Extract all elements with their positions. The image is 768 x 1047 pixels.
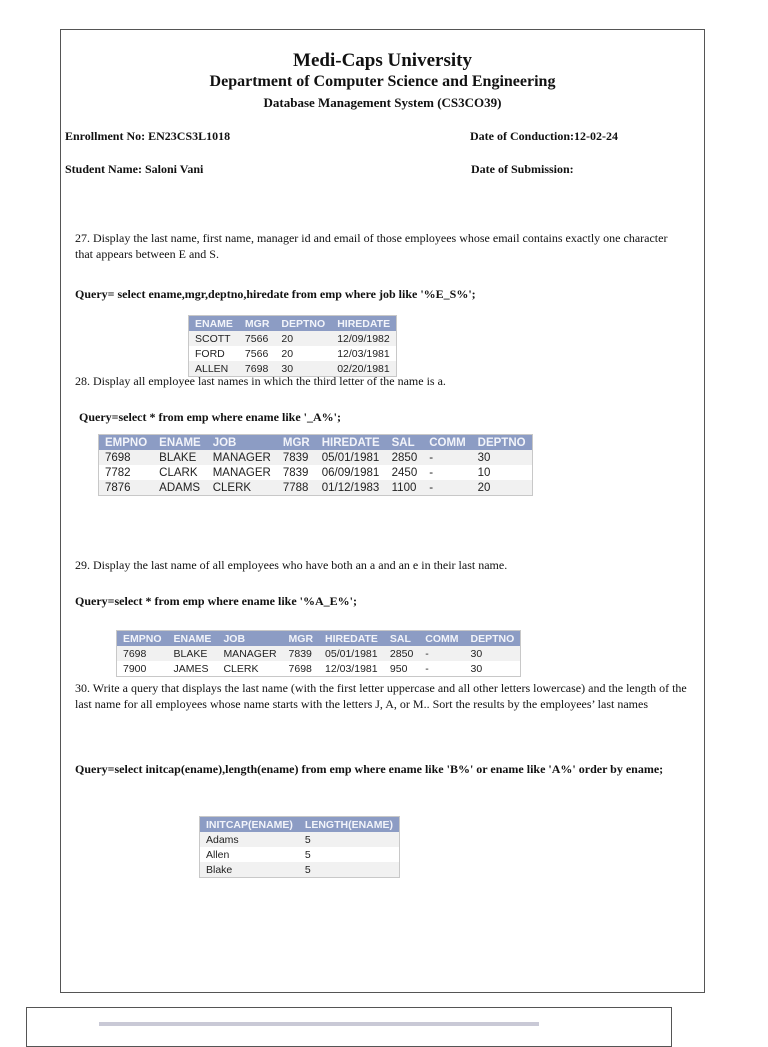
- table-cell: 7698: [117, 646, 168, 661]
- table-cell: Adams: [200, 832, 299, 847]
- table-cell: 7698: [283, 661, 320, 677]
- table-cell: 7839: [277, 465, 316, 480]
- column-header: COMM: [419, 631, 464, 647]
- table-cell: 7566: [239, 346, 276, 361]
- date-of-submission: Date of Submission:: [471, 162, 574, 176]
- result-table-29: [116, 630, 521, 677]
- result-table-30: [199, 816, 400, 878]
- query-28: Query=select * from emp where ename like '_A%';: [79, 410, 341, 424]
- column-header: ENAME: [168, 631, 218, 647]
- university-title: Medi-Caps University: [293, 50, 472, 71]
- column-header: SAL: [386, 435, 424, 451]
- table-row: [99, 450, 533, 465]
- enrollment-no: Enrollment No: EN23CS3L1018: [65, 129, 231, 143]
- table-cell: 30: [465, 646, 521, 661]
- query-29: Query=select * from emp where ename like '%A_E%';: [75, 594, 357, 608]
- table-cell: 2850: [384, 646, 419, 661]
- column-header: COMM: [423, 435, 471, 451]
- column-header: ENAME: [189, 316, 239, 332]
- next-page: [26, 1007, 672, 1047]
- column-header: EMPNO: [117, 631, 168, 647]
- table-cell: 7839: [283, 646, 320, 661]
- table-cell: -: [419, 646, 464, 661]
- question-28: 28. Display all employee last names in which the third letter of the name is a.: [75, 374, 446, 388]
- column-header: LENGTH(ENAME): [299, 817, 400, 833]
- table-row: [99, 480, 533, 496]
- table-row: [189, 331, 397, 346]
- query-27: Query= select ename,mgr,deptno,hiredate from emp where job like '%E_S%';: [75, 287, 476, 301]
- table-cell: -: [423, 465, 471, 480]
- table-cell: 2850: [386, 450, 424, 465]
- table-cell: 7839: [277, 450, 316, 465]
- column-header: EMPNO: [99, 435, 154, 451]
- column-header: HIREDATE: [331, 316, 396, 332]
- table-cell: 5: [299, 862, 400, 878]
- table-row: [189, 346, 397, 361]
- student-name: Student Name: Saloni Vani: [65, 162, 204, 176]
- table-cell: 01/12/1983: [316, 480, 386, 496]
- table-row: [200, 862, 400, 878]
- column-header: HIREDATE: [316, 435, 386, 451]
- result-table-28: [98, 434, 533, 496]
- table-cell: 30: [465, 661, 521, 677]
- question-27: 27. Display the last name, first name, manager id and email of those employees whose email contains exactly one character that appears between E and S.: [75, 231, 668, 261]
- table-cell: 7788: [277, 480, 316, 496]
- column-header: DEPTNO: [275, 316, 331, 332]
- table-cell: 12/03/1981: [331, 346, 396, 361]
- table-cell: 20: [275, 331, 331, 346]
- table-cell: 7698: [239, 361, 276, 377]
- table-row: [200, 832, 400, 847]
- column-header: INITCAP(ENAME): [200, 817, 299, 833]
- table-cell: 12/09/1982: [331, 331, 396, 346]
- table-cell: 7698: [99, 450, 154, 465]
- table-cell: 02/20/1981: [331, 361, 396, 377]
- table-cell: BLAKE: [153, 450, 207, 465]
- column-header: MGR: [283, 631, 320, 647]
- result-table-27: [188, 315, 397, 377]
- column-header: SAL: [384, 631, 419, 647]
- table-cell: SCOTT: [189, 331, 239, 346]
- table-header-row: [117, 631, 521, 647]
- table-cell: ALLEN: [189, 361, 239, 377]
- table-cell: 7900: [117, 661, 168, 677]
- query-30: Query=select initcap(ename),length(ename) from emp where ename like 'B%' or ename like 'A%' order by ename;: [75, 762, 664, 776]
- column-header: JOB: [207, 435, 277, 451]
- table-cell: 7876: [99, 480, 154, 496]
- course-title: Database Management System (CS3CO39): [263, 95, 502, 110]
- column-header: JOB: [217, 631, 282, 647]
- table-cell: CLARK: [153, 465, 207, 480]
- table-cell: 30: [275, 361, 331, 377]
- table-cell: 2450: [386, 465, 424, 480]
- table-cell: 7566: [239, 331, 276, 346]
- column-header: DEPTNO: [472, 435, 532, 451]
- question-30: 30. Write a query that displays the last name (with the first letter uppercase and all other letters lowercase) and the length of the last name for all employees whose name starts with the letters J, A, or M.. Sort the results by the employees’ last names: [75, 681, 687, 711]
- table-cell: 30: [472, 450, 532, 465]
- column-header: DEPTNO: [465, 631, 521, 647]
- table-cell: Blake: [200, 862, 299, 878]
- table-cell: 12/03/1981: [319, 661, 384, 677]
- column-header: MGR: [239, 316, 276, 332]
- table-cell: 1100: [386, 480, 424, 496]
- table-cell: CLERK: [207, 480, 277, 496]
- table-cell: 06/09/1981: [316, 465, 386, 480]
- table-row: [117, 646, 521, 661]
- table-row: [117, 661, 521, 677]
- question-29: 29. Display the last name of all employees who have both an a and an e in their last name.: [75, 558, 508, 572]
- table-cell: 5: [299, 847, 400, 862]
- table-cell: JAMES: [168, 661, 218, 677]
- date-of-conduction: Date of Conduction:12-02-24: [470, 129, 618, 143]
- table-cell: 950: [384, 661, 419, 677]
- table-cell: MANAGER: [217, 646, 282, 661]
- table-cell: -: [419, 661, 464, 677]
- table-cell: 20: [472, 480, 532, 496]
- table-cell: 5: [299, 832, 400, 847]
- next-page-table-header: [99, 1022, 539, 1026]
- column-header: ENAME: [153, 435, 207, 451]
- table-cell: 20: [275, 346, 331, 361]
- table-cell: 05/01/1981: [316, 450, 386, 465]
- table-row: [99, 465, 533, 480]
- table-cell: 7782: [99, 465, 154, 480]
- table-cell: MANAGER: [207, 465, 277, 480]
- table-cell: FORD: [189, 346, 239, 361]
- column-header: HIREDATE: [319, 631, 384, 647]
- table-cell: 10: [472, 465, 532, 480]
- table-cell: -: [423, 480, 471, 496]
- table-cell: BLAKE: [168, 646, 218, 661]
- table-cell: ADAMS: [153, 480, 207, 496]
- table-header-row: [99, 435, 533, 451]
- table-cell: CLERK: [217, 661, 282, 677]
- table-header-row: [189, 316, 397, 332]
- table-row: [200, 847, 400, 862]
- table-header-row: [200, 817, 400, 833]
- table-cell: 05/01/1981: [319, 646, 384, 661]
- table-cell: MANAGER: [207, 450, 277, 465]
- table-cell: -: [423, 450, 471, 465]
- document-page: [60, 29, 705, 993]
- table-cell: Allen: [200, 847, 299, 862]
- column-header: MGR: [277, 435, 316, 451]
- department-title: Department of Computer Science and Engineering: [209, 73, 556, 90]
